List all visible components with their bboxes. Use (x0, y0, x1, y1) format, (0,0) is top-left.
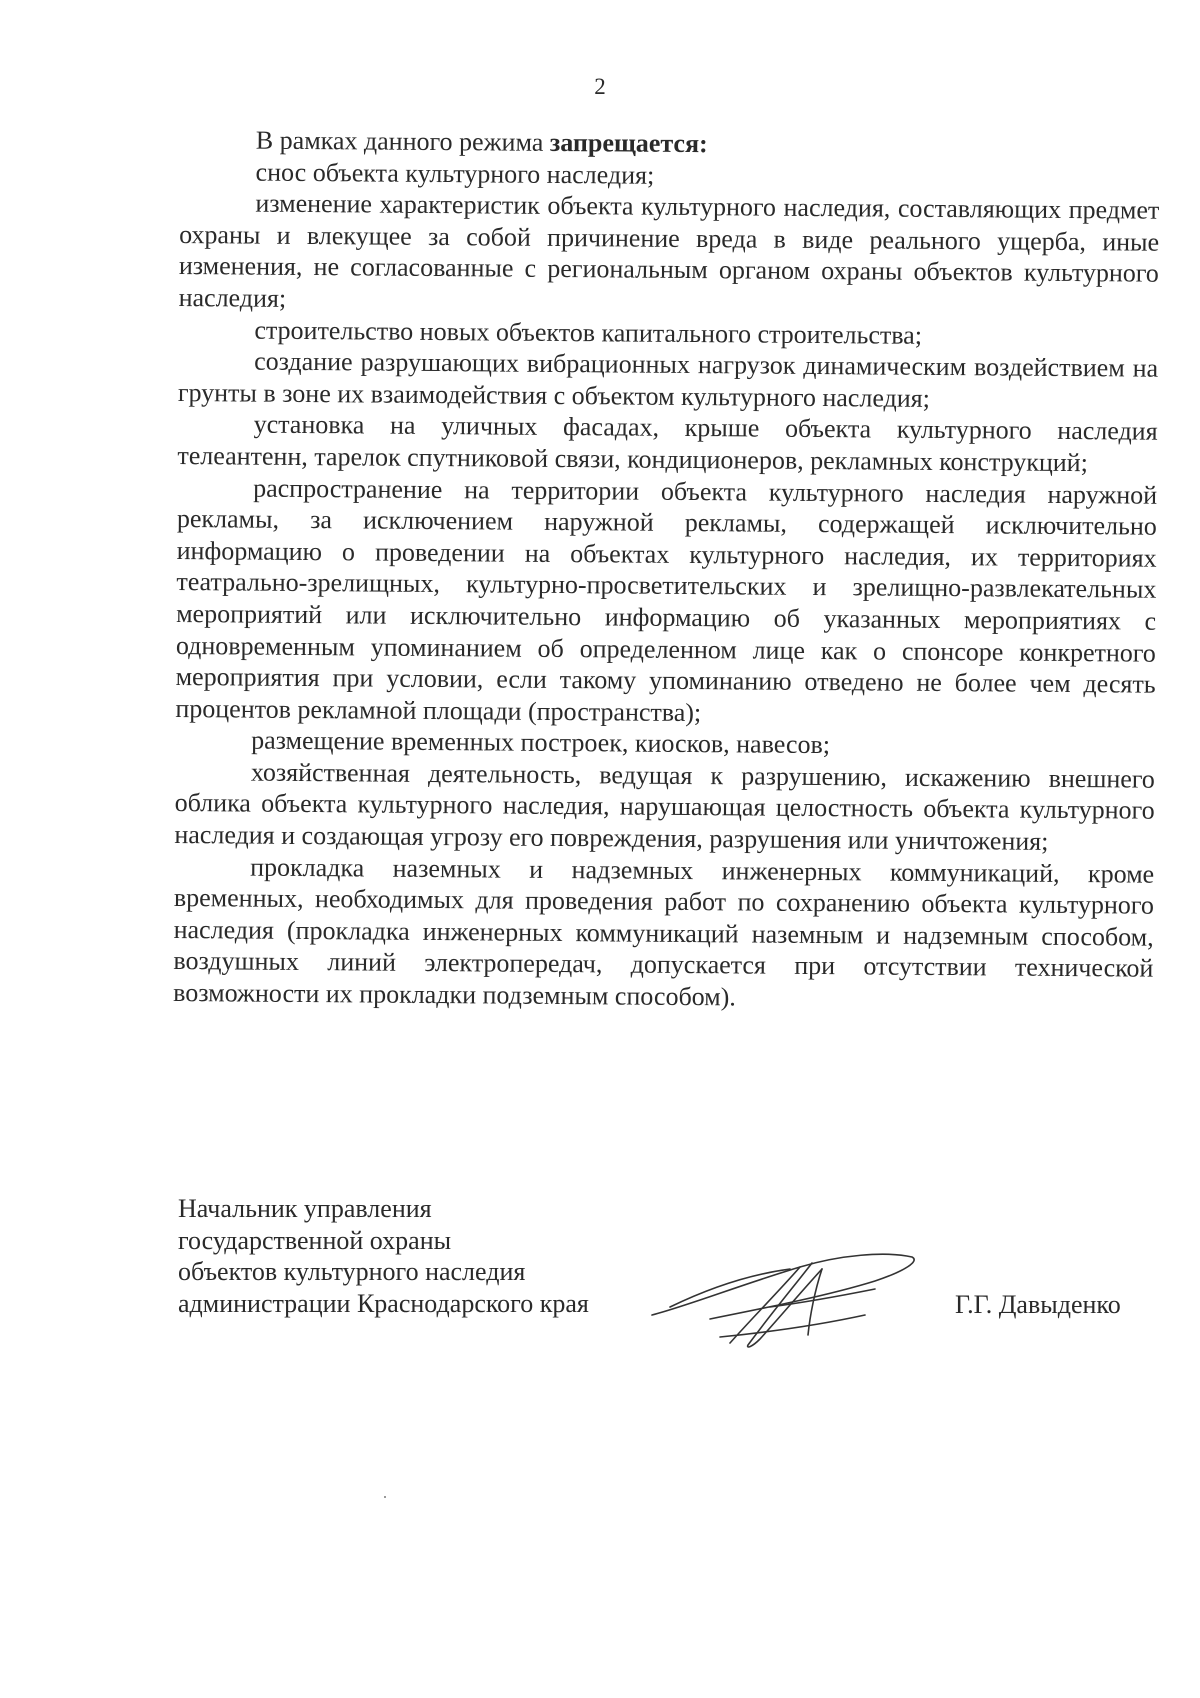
prohibition-item: изменение характеристик объекта культурного наследия, составляющих предмет охраны и влекущее за собой причинение вреда в виде реального ущерба, иные изменения, не согласованные с региональным органом охраны объектов культурного наследия; (178, 188, 1160, 313)
signer-title-line: объектов культурного наследия (178, 1257, 526, 1286)
prohibition-item: строительство новых объектов капитального строительства; (254, 315, 923, 350)
prohibition-item: распространение на территории объекта культурного наследия наружной рекламы, за исключением наружной рекламы, содержащей исключительно информацию о проведении на объектах культурного наследия, их территориях театрально-зрелищных, культурно-просветительских и зрелищно-развлекательных мероприятий или исключительно информацию об указанных мероприятиях с одновременным упоминанием об определенном лице как о спонсоре конкретного мероприятия при условии, если такому упоминанию отведено не более чем десять процентов рекламной площади (пространства); (175, 473, 1158, 727)
prohibition-item: размещение временных построек, киосков, навесов; (251, 725, 831, 760)
prohibition-item: снос объекта культурного наследия; (255, 157, 655, 190)
signer-title-line: государственной охраны (178, 1225, 452, 1255)
signer-title (178, 1193, 678, 1319)
page-number: 2 (594, 74, 606, 99)
signer-title-line: Начальник управления (178, 1194, 432, 1223)
prohibition-item: прокладка наземных и надземных инженерных коммуникаций, кроме временных, необходимых для проведения работ по сохранению объекта культурного наследия (прокладка инженерных коммуникаций наземным и надземным способом, воздушных линий электропередач, допускается при отсутствии технической возможности их прокладки подземным способом). (173, 852, 1155, 1012)
scan-speck (384, 1496, 386, 1498)
prohibition-item: установка на уличных фасадах, крыше объекта культурного наследия телеантенн, тарелок спутниковой связи, кондиционеров, рекламных конструкций; (177, 409, 1158, 478)
prohibition-item: хозяйственная деятельность, ведущая к разрушению, искажению внешнего облика объекта культурного наследия, нарушающая целостность объекта культурного наследия и создающая угрозу его повреждения, разрушения или уничтожения; (174, 757, 1155, 856)
prohibition-item: создание разрушающих вибрационных нагрузок динамическим воздействием на грунты в зоне их взаимодействия с объектом культурного наследия; (177, 346, 1159, 413)
intro-lead: В рамках данного режима (255, 125, 550, 157)
intro-emphasis: запрещается: (549, 127, 708, 159)
signer-title-line: администрации Краснодарского края (178, 1288, 589, 1318)
document-body (173, 124, 1160, 1016)
signer-name: Г.Г. Давыденко (955, 1290, 1121, 1319)
handwritten-signature-icon (650, 1245, 920, 1350)
